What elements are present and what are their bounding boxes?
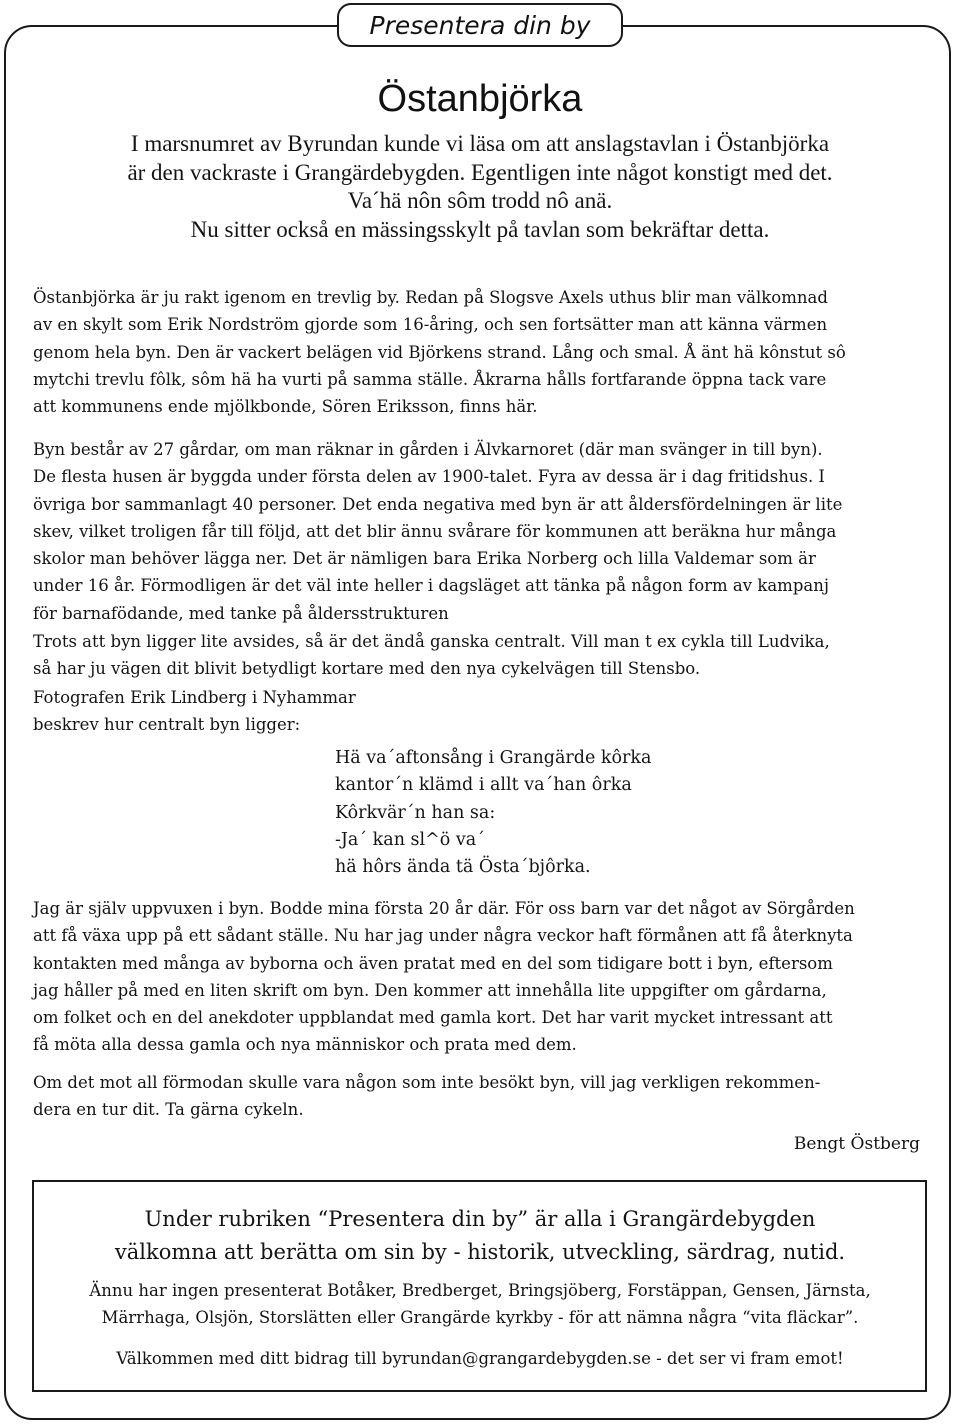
section-tab (337, 3, 623, 47)
text-line: mytchi trevlu fôlk, sôm hä ha vurti på samma ställe. Åkrarna hålls fortfarande öppna tack vare (33, 369, 827, 389)
text-line: övriga bor sammanlagt 40 personer. Det enda negativa med byn är att åldersfördelningen är lite (33, 494, 843, 514)
text-line: skolor man behöver lägga ner. Det är nämligen bara Erika Norberg och lilla Valdemar som är (33, 549, 816, 569)
author-signature: Bengt Östberg (793, 1134, 920, 1154)
intro-line: Va´hä nôn sôm trodd nô anä. (347, 188, 613, 213)
poem-line: Hä va´aftonsång i Grangärde kôrka (335, 748, 652, 768)
text-line: De flesta husen är byggda under första delen av 1900-talet. Fyra av dessa är i dag fritidshus. I (33, 467, 825, 487)
text-line: jag håller på med en liten skrift om byn. Den kommer att innehålla lite uppgifter om gårdarna, (33, 980, 827, 1000)
text-line: för barnafödande, med tanke på åldersstrukturen (33, 603, 449, 623)
text-line: dera en tur dit. Ta gärna cykeln. (33, 1100, 304, 1120)
info-box-text (0, 1277, 960, 1331)
poem (335, 745, 651, 881)
text-line: att kommunens ende mjölkbonde, Sören Eriksson, finns här. (33, 397, 538, 417)
text-line: Byn består av 27 gårdar, om man räknar in gården i Älvkarnoret (där man svänger in till byn). (33, 440, 823, 459)
section-tab-label: Presentera din by (369, 10, 591, 40)
text-line: under 16 år. Förmodligen är det väl inte heller i dagsläget att tänka på någon form av kampanj (33, 576, 829, 596)
text-line: Om det mot all förmodan skulle vara någon som inte besökt byn, vill jag verkligen rekommen- (33, 1073, 821, 1092)
poem-line: Kôrkvär´n han sa: (335, 802, 496, 823)
paragraph-6 (33, 1069, 928, 1124)
paragraph-2 (33, 436, 928, 627)
text-line: att få växa upp på ett sådant ställe. Nu har jag under några veckor haft förmånen att få återknyta (33, 926, 853, 946)
paragraph-1 (33, 284, 928, 420)
paragraph-5 (33, 895, 928, 1059)
text-line: Trots att byn ligger lite avsides, så är det ändå ganska centralt. Vill man t ex cykla till Ludvika, (33, 632, 830, 651)
text-line: kontakten med många av byborna och även pratat med en del som tidigare bott i byn, eftersom (33, 953, 833, 973)
info-box-footer: Välkommen med ditt bidrag till byrundan@grangardebygden.se - det ser vi fram emot! (116, 1349, 844, 1368)
intro-line: är den vackraste i Grangärdebygden. Egentligen inte något konstigt med det. (127, 159, 833, 185)
paragraph-3 (33, 628, 928, 683)
text-line: Märrhaga, Olsjön, Storslätten eller Grangärde kyrkby - för att nämna några “vita fläckar”. (101, 1308, 859, 1327)
poem-line: hä hôrs ända tä Östa´bjôrka. (335, 857, 591, 878)
text-line: av en skylt som Erik Nordström gjorde som 16-åring, och sen fortsätter man att känna värmen (33, 315, 828, 335)
text-line: beskrev hur centralt byn ligger: (33, 715, 301, 735)
text-line: genom hela byn. Den är vackert belägen vid Björkens strand. Lång och smal. Å änt hä kônstut sô (33, 342, 846, 362)
heading-line: Under rubriken “Presentera din by” är alla i Grangärdebygden (144, 1207, 816, 1231)
text-line: få möta alla dessa gamla och nya människor och prata med dem. (33, 1035, 577, 1055)
intro-line: Nu sitter också en mässingsskylt på tavlan som bekräftar detta. (190, 216, 770, 242)
article-title: Östanbjörka (377, 78, 583, 120)
text-line: om folket och en del anekdoter uppblandat med gamla kort. Det har varit mycket intressant att (33, 1008, 833, 1028)
heading-line: välkomna att berätta om sin by - historik, utveckling, särdrag, nutid. (114, 1240, 846, 1264)
text-line: Östanbjörka är ju rakt igenom en trevlig by. Redan på Slogsve Axels uthus blir man välkomnad (33, 288, 828, 307)
text-line: Jag är själv uppvuxen i byn. Bodde mina första 20 år där. För oss barn var det något av Sörgården (33, 899, 855, 918)
text-line: Fotografen Erik Lindberg i Nyhammar (33, 688, 356, 707)
info-box-heading (0, 1203, 960, 1269)
poem-line: -Ja´ kan sl^ö va´ (335, 829, 485, 850)
text-line: Ännu har ingen presenterat Botåker, Bredberget, Bringsjöberg, Forstäppan, Gensen, Järnsta, (89, 1281, 871, 1300)
poem-line: kantor´n klämd i allt va´han ôrka (335, 775, 632, 796)
intro-line: I marsnumret av Byrundan kunde vi läsa om att anslagstavlan i Östanbjörka (130, 131, 830, 156)
text-line: skev, vilket troligen får till följd, att det blir ännu svårare för kommunen att beräkna hur många (33, 521, 837, 541)
text-line: så har ju vägen dit blivit betydligt kortare med den nya cykelvägen till Stensbo. (33, 659, 701, 679)
paragraph-4 (33, 684, 928, 739)
intro-block (16, 130, 944, 244)
